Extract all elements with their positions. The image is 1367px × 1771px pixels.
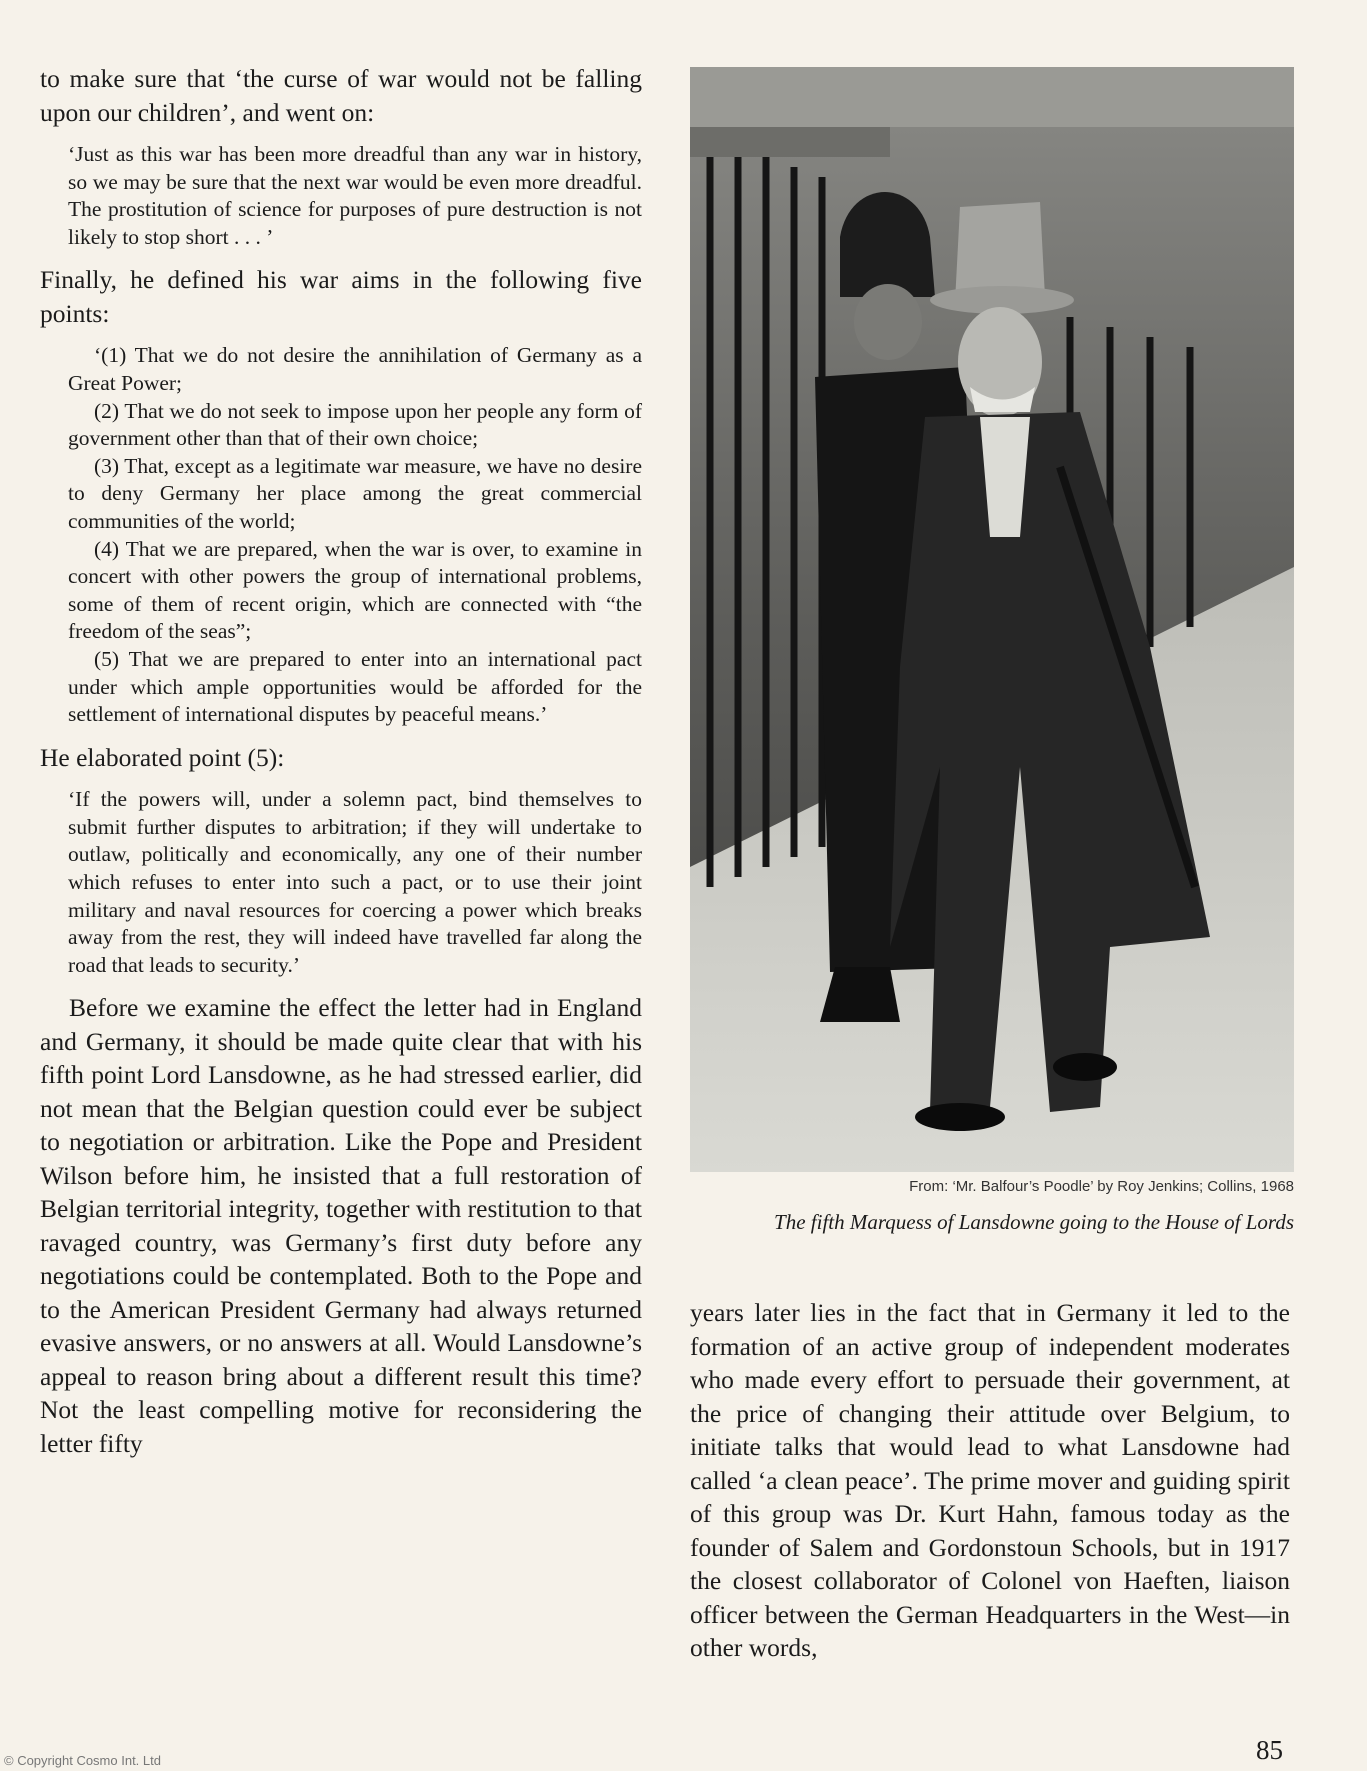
point-1: ‘(1) That we do not desire the annihilation of Germany as a Great Power; bbox=[68, 343, 642, 395]
quote-science bbox=[68, 141, 642, 251]
point-2: (2) That we do not seek to impose upon her people any form of government other than that of their own choice; bbox=[68, 398, 642, 451]
right-paragraph: years later lies in the fact that in Germany it led to the formation of an active group of independent moderates who made every effort to persuade their government, at the price of changing their attitude over Belgium, to initiate talks that would lead to what Lansdowne had called ‘a clean peace’. The prime mover and guiding spirit of this group was Dr. Kurt Hahn, famous today as the founder of Salem and Gordonstoun Schools, but in 1917 the closest collaborator of Colonel von Haeften, liaison officer between the German Headquarters in the West—in other words, bbox=[690, 1298, 1290, 1662]
right-column bbox=[690, 1296, 1290, 1665]
quote-pact-text: ‘If the powers will, under a solemn pact, bind themselves to submit further disputes to arbitration; if they will undertake to outlaw, politically and economically, any one of their number which refuses to enter into such a pact, or to use their joint military and naval resources for coercing a power which breaks away from the rest, they will indeed have travelled far along the road that leads to security.’ bbox=[68, 787, 642, 977]
quote-science-text: ‘Just as this war has been more dreadful than any war in history, so we may be sure that the next war would be even more dreadful. The prostitution of science for purposes of pure destruction is not likely to stop short . . . ’ bbox=[68, 142, 642, 249]
main-paragraph: Before we examine the effect the letter had in England and Germany, it should be made quite clear that with his fifth point Lord Lansdowne, as he had stressed earlier, did not mean that the Belgian question could ever be subject to negotiation or arbitration. Like the Pope and President Wilson before him, he insisted that a full restoration of Belgian territorial integrity, together with restitution to that ravaged country, was Germany’s first duty before any negotiations could be contemplated. Both to the Pope and to the American President Germany had always returned evasive answers, or no answers at all. Would Lansdowne’s appeal to reason bring about a different result this time? Not the least compelling motive for reconsidering the letter fifty bbox=[40, 993, 642, 1458]
photo-illustration bbox=[690, 67, 1294, 1172]
point-5: (5) That we are prepared to enter into an international pact under which ample opportunities would be afforded for the settlement of international disputes by peaceful means.’ bbox=[68, 646, 642, 727]
war-aims-intro: Finally, he defined his war aims in the following five points: bbox=[40, 265, 642, 328]
copyright-watermark: © Copyright Cosmo Int. Ltd bbox=[4, 1753, 161, 1768]
page-number: 85 bbox=[1256, 1735, 1283, 1765]
elaborated-heading: He elaborated point (5): bbox=[40, 742, 285, 772]
lansdowne-photograph bbox=[690, 67, 1294, 1172]
photo-caption: The fifth Marquess of Lansdowne going to the House of Lords bbox=[774, 1210, 1294, 1234]
left-column bbox=[40, 62, 642, 1460]
photo-credit: From: ‘Mr. Balfour’s Poodle’ by Roy Jenkins; Collins, 1968 bbox=[909, 1178, 1294, 1195]
intro-paragraph: to make sure that ‘the curse of war would not be falling upon our children’, and went on: bbox=[40, 64, 642, 127]
point-4: (4) That we are prepared, when the war is over, to examine in concert with other powers the group of international problems, some of them of recent origin, which are connected with “the freedom of the seas”; bbox=[68, 536, 642, 644]
point-3: (3) That, except as a legitimate war measure, we have no desire to deny Germany her place among the great commercial communities of the world; bbox=[68, 453, 642, 533]
five-points-list bbox=[68, 342, 642, 728]
quote-pact bbox=[68, 786, 642, 979]
